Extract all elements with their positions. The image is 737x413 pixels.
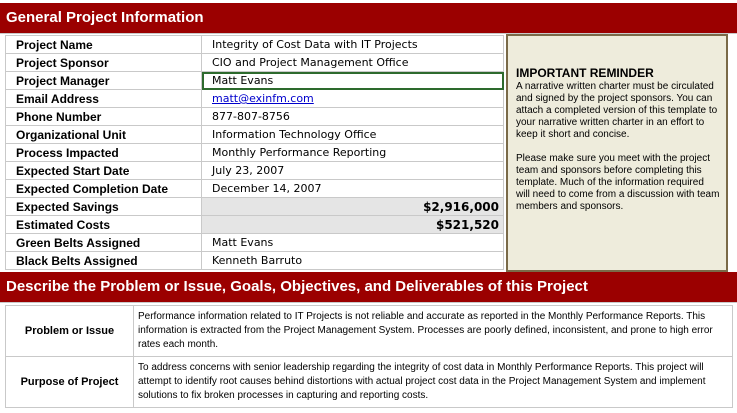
- value-organizational-unit[interactable]: Information Technology Office: [202, 126, 504, 144]
- description-table: [5, 305, 733, 408]
- table-row: [6, 36, 504, 54]
- table-row: [6, 126, 504, 144]
- label-expected-savings: Expected Savings: [6, 198, 202, 216]
- label-organizational-unit: Organizational Unit: [6, 126, 202, 144]
- label-green-belts: Green Belts Assigned: [6, 234, 202, 252]
- table-row: [6, 357, 733, 408]
- label-expected-start-date: Expected Start Date: [6, 162, 202, 180]
- table-row: [6, 108, 504, 126]
- value-email-address: [202, 90, 504, 108]
- label-project-name: Project Name: [6, 36, 202, 54]
- value-project-name[interactable]: Integrity of Cost Data with IT Projects: [202, 36, 504, 54]
- table-row: [6, 252, 504, 270]
- email-link[interactable]: matt@exinfm.com: [212, 92, 314, 105]
- value-expected-completion-date[interactable]: December 14, 2007: [202, 180, 504, 198]
- label-email-address: Email Address: [6, 90, 202, 108]
- table-row: [6, 90, 504, 108]
- text-purpose-of-project[interactable]: To address concerns with senior leadership regarding the integrity of cost data in Monthly Performance Reports. This project will attempt to identify root causes behind distortions with actual project cost data in the Project Management System and implement solutions to fix broken processes in capturing and reporting costs.: [134, 357, 733, 408]
- label-project-manager: Project Manager: [6, 72, 202, 90]
- text-problem-or-issue[interactable]: Performance information related to IT Projects is not reliable and accurate as reported in the Monthly Performance Reports. This information is extracted from the Project Management System. Processes are poorly defined, inconsistent, and prone to high error rates each month.: [134, 306, 733, 357]
- value-process-impacted[interactable]: Monthly Performance Reporting: [202, 144, 504, 162]
- reminder-paragraph-1: A narrative written charter must be circulated and signed by the project sponsors. You can attach a completed version of this template to your narrative written charter in an effort to keep it short and concise.: [516, 81, 718, 140]
- value-green-belts[interactable]: Matt Evans: [202, 234, 504, 252]
- value-black-belts[interactable]: Kenneth Barruto: [202, 252, 504, 270]
- value-expected-start-date[interactable]: July 23, 2007: [202, 162, 504, 180]
- table-row: [6, 144, 504, 162]
- important-reminder-box: [506, 34, 728, 272]
- general-info-header: General Project Information: [0, 3, 737, 34]
- label-expected-completion-date: Expected Completion Date: [6, 180, 202, 198]
- table-row: [6, 306, 733, 357]
- value-project-manager[interactable]: Matt Evans: [202, 72, 504, 90]
- table-row: [6, 234, 504, 252]
- value-phone-number[interactable]: 877-807-8756: [202, 108, 504, 126]
- table-row: [6, 72, 504, 90]
- value-estimated-costs[interactable]: $521,520: [202, 216, 504, 234]
- label-problem-or-issue: Problem or Issue: [6, 306, 134, 357]
- label-project-sponsor: Project Sponsor: [6, 54, 202, 72]
- table-row: [6, 54, 504, 72]
- project-info-table: [5, 35, 504, 270]
- table-row: [6, 162, 504, 180]
- problem-section-header: Describe the Problem or Issue, Goals, Objectives, and Deliverables of this Project: [0, 272, 737, 303]
- label-phone-number: Phone Number: [6, 108, 202, 126]
- label-purpose-of-project: Purpose of Project: [6, 357, 134, 408]
- table-row: [6, 216, 504, 234]
- table-row: [6, 180, 504, 198]
- label-black-belts: Black Belts Assigned: [6, 252, 202, 270]
- reminder-title: IMPORTANT REMINDER: [516, 66, 654, 80]
- label-estimated-costs: Estimated Costs: [6, 216, 202, 234]
- table-row: [6, 198, 504, 216]
- value-expected-savings[interactable]: $2,916,000: [202, 198, 504, 216]
- value-project-sponsor[interactable]: CIO and Project Management Office: [202, 54, 504, 72]
- label-process-impacted: Process Impacted: [6, 144, 202, 162]
- reminder-paragraph-2: Please make sure you meet with the project team and sponsors before completing this template. Much of the information required will need to come from a discussion with team members and sponsors.: [516, 153, 720, 212]
